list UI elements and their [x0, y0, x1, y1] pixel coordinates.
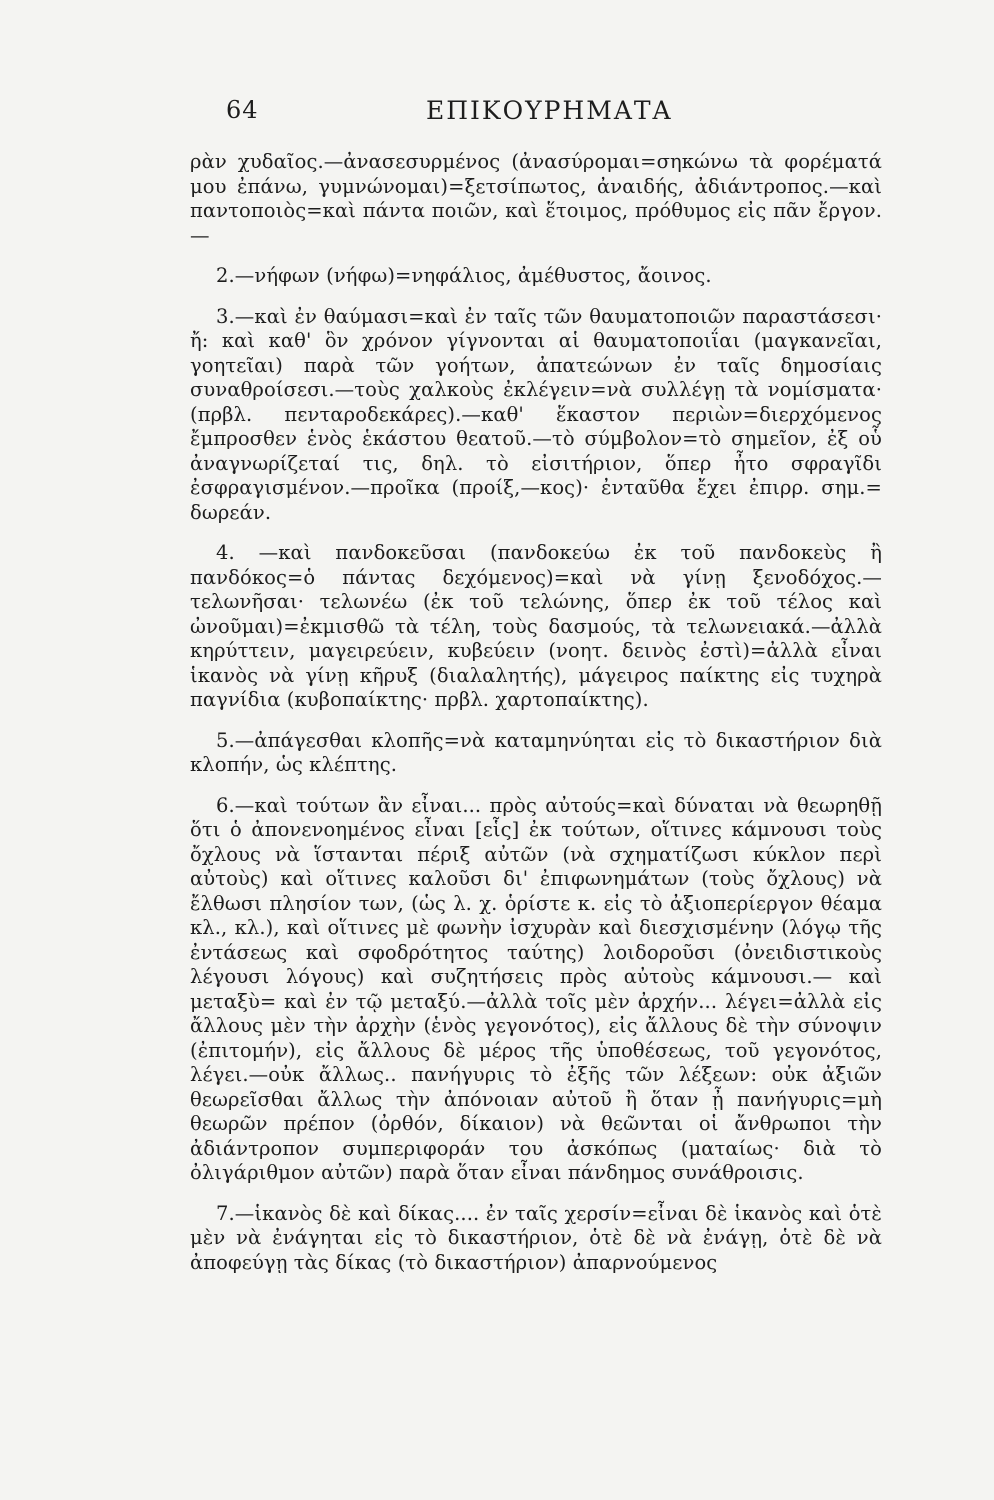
- paragraph-note-6: 6.—καὶ τούτων ἂν εἶναι... πρὸς αὐτούς=καὶ δύναται νὰ θεωρηθῇ ὅτι ὁ ἀπονενοημένος εἶναι [εἷς] ἐκ τούτων, οἵτινες κάμνουσι τοὺς ὄχλους νὰ ἵστανται πέριξ αὐτῶν (νὰ σχηματίζωσι κύκλον περὶ αὐτοὺς) καὶ οἵτινες καλοῦσι δι' ἐπιφωνημάτων (τοὺς ὄχλους) νὰ ἔλθωσι πλησίον των, (ὡς λ. χ. ὁρίστε κ. εἰς τὸ ἀξιοπερίεργον θέαμα κλ., κλ.), καὶ οἵτινες μὲ φωνὴν ἰσχυρὰν καὶ διεσχισμένην (λόγῳ τῆς ἐντάσεως καὶ σφοδρότητος ταύτης) λοιδοροῦσι (ὀνειδιστικοὺς λέγουσι λόγους) καὶ συζητήσεις πρὸς αὐτοὺς κάμνουσι.— καὶ μεταξὺ= καὶ ἐν τῷ μεταξύ.—ἀλλὰ τοῖς μὲν ἀρχήν... λέγει=ἀλλὰ εἰς ἄλλους μὲν τὴν ἀρχὴν (ἑνὸς γεγονότος), εἰς ἄλλους δὲ τὴν σύνοψιν (ἐπιτομήν), εἰς ἄλλους δὲ μέρος τῆς ὑποθέσεως, τοῦ γεγονότος, λέγει.—οὐκ ἄλλως.. πανήγυρις τὸ ἐξῆς τῶν λέξεων: οὐκ ἀξιῶν θεωρεῖσθαι ἄλλως τὴν ἀπόνοιαν αὐτοῦ ἢ ὅταν ᾖ πανήγυρις=μὴ θεωρῶν πρέπον (ὀρθόν, δίκαιον) νὰ θεῶνται οἱ ἄνθρωποι τὴν ἀδιάντροπον συμπεριφοράν του ἀσκόπως (ματαίως· διὰ τὸ ὀλιγάριθμον αὐτῶν) παρὰ ὅταν εἶναι πάνδημος συνάθροισις.: [190, 793, 882, 1184]
- page-header: [226, 96, 866, 136]
- body-text: [190, 150, 882, 1275]
- paragraph-note-5: 5.—ἀπάγεσθαι κλοπῆς=νὰ καταμηνύηται εἰς τὸ δικαστήριον διὰ κλοπήν, ὡς κλέπτης.: [190, 728, 882, 776]
- paragraph-note-3: 3.—καὶ ἐν θαύμασι=καὶ ἐν ταῖς τῶν θαυματοποιῶν παραστάσεσι· ἤ: καὶ καθ' ὃν χρόνον γίγνονται αἱ θαυματοποιΐαι (μαγκανεῖαι, γοητεῖαι) παρὰ τῶν γοήτων, ἀπατεώνων ἐν ταῖς δημοσίαις συναθροίσεσι.—τοὺς χαλκοὺς ἐκλέγειν=νὰ συλλέγῃ τὰ νομίσματα· (πρβλ. πενταροδεκάρες).—καθ' ἕκαστον περιὼν=διερχόμενος ἔμπροσθεν ἑνὸς ἑκάστου θεατοῦ.—τὸ σύμβολον=τὸ σημεῖον, ἐξ οὗ ἀναγνωρίζεταί τις, δηλ. τὸ εἰσιτήριον, ὅπερ ἦτο σφραγῖδι ἐσφραγισμένον.—προῖκα (προίξ,—κος)· ἐνταῦθα ἔχει ἐπιρρ. σημ.= δωρεάν.: [190, 304, 882, 524]
- paragraph-note-4: 4. —καὶ πανδοκεῦσαι (πανδοκεύω ἐκ τοῦ πανδοκεὺς ἢ πανδόκος=ὁ πάντας δεχόμενος)=καὶ νὰ γίνῃ ξενοδόχος.—τελωνῆσαι· τελωνέω (ἐκ τοῦ τελώνης, ὅπερ ἐκ τοῦ τέλος καὶ ὠνοῦμαι)=ἐκμισθῶ τὰ τέλη, τοὺς δασμούς, τὰ τελωνειακά.—ἀλλὰ κηρύττειν, μαγειρεύειν, κυβεύειν (νοητ. δεινὸς ἐστὶ)=ἀλλὰ εἶναι ἱκανὸς νὰ γίνῃ κῆρυξ (διαλαλητής), μάγειρος παίκτης εἰς τυχηρὰ παγνίδια (κυβοπαίκτης· πρβλ. χαρτοπαίκτης).: [190, 541, 882, 711]
- running-title: ΕΠΙΚΟΥΡΗΜΑΤΑ: [426, 96, 673, 125]
- paragraph-note-2: 2.—νήφων (νήφω)=νηφάλιος, ἀμέθυστος, ἄοινος.: [216, 264, 712, 287]
- paragraph-note-7: 7.—ἱκανὸς δὲ καὶ δίκας.... ἐν ταῖς χερσίν=εἶναι δὲ ἱκανὸς καὶ ὁτὲ μὲν νὰ ἐνάγηται εἰς τὸ δικαστήριον, ὁτὲ δὲ νὰ ἐνάγῃ, ὁτὲ δὲ νὰ ἀποφεύγῃ τὰς δίκας (τὸ δικαστήριον) ἀπαρνούμενος: [190, 1201, 882, 1274]
- paragraph-continuation: ρὰν χυδαῖος.—ἀνασεσυρμένος (ἀνασύρομαι=σηκώνω τὰ φορέματά μου ἐπάνω, γυμνώνομαι)=ξετσίπωτος, ἀναιδής, ἀδιάντροπος.—καὶ παντοποιὸς=καὶ πάντα ποιῶν, καὶ ἕτοιμος, πρόθυμος εἰς πᾶν ἔργον.—: [190, 150, 882, 247]
- page-number: 64: [226, 96, 259, 124]
